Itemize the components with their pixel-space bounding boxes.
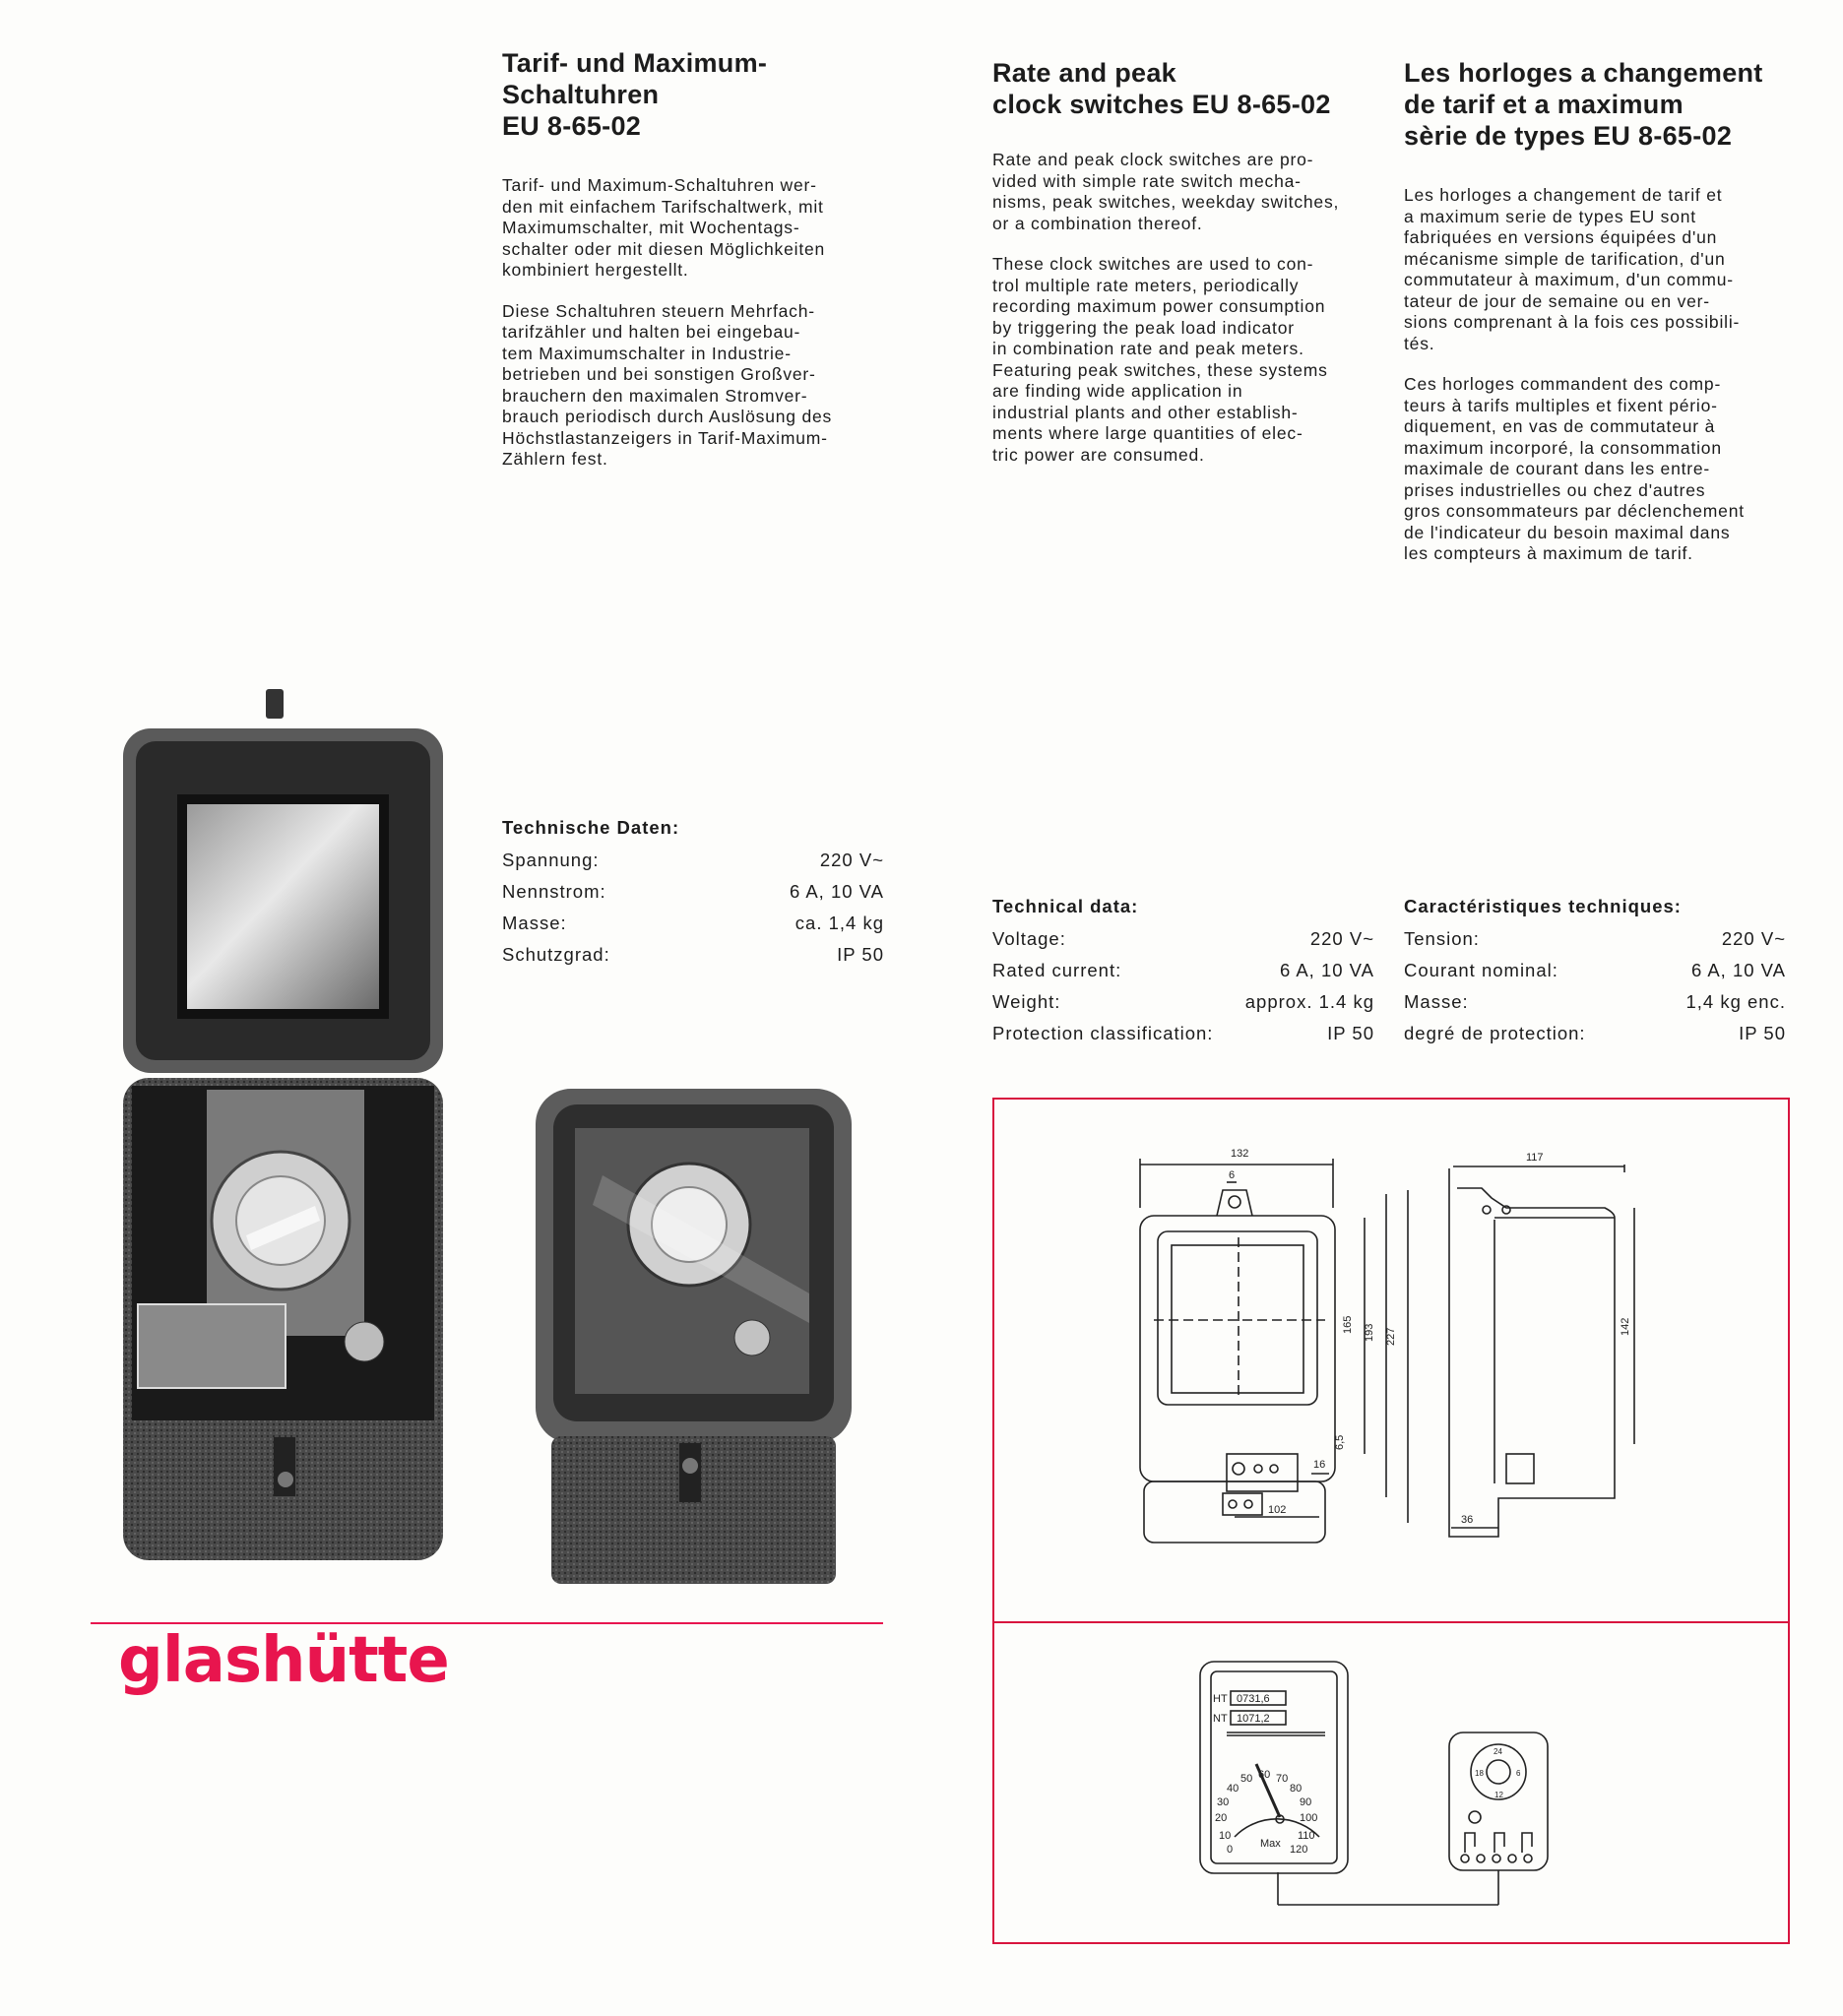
- english-paragraph-1: Rate and peak clock switches are pro- vided with simple rate switch mecha- nisms, peak switches, weekday switches, or a combination thereof.: [992, 150, 1340, 233]
- tech-value: 6 A, 10 VA: [1690, 960, 1786, 980]
- english-tech-data: [992, 896, 1374, 1049]
- clock-label: 6: [1516, 1769, 1521, 1778]
- dimension-labels: [1229, 1148, 1631, 1526]
- tech-row: [1404, 923, 1786, 955]
- english-paragraph-2: These clock switches are used to con- trol multiple rate meters, periodically recording maximum power consumption by triggering the peak load indicator in combination rate and peak meters. Featuring peak switches, these systems are finding wide application in industrial plants and other establish- ments where large quantities of elec- tric power are consumed.: [992, 254, 1328, 465]
- tech-label: Masse:: [1404, 991, 1469, 1012]
- nt-label: NT: [1213, 1713, 1228, 1725]
- tech-row: [992, 955, 1374, 986]
- tech-row: [502, 939, 884, 971]
- clock-label: 24: [1493, 1747, 1502, 1756]
- german-tech-data: [502, 817, 884, 971]
- french-tech-heading: Caractéristiques techniques:: [1404, 896, 1682, 916]
- scale-label: 120: [1290, 1844, 1308, 1856]
- tech-row: [502, 845, 884, 876]
- brand-logo: glashütte: [118, 1624, 449, 1697]
- tech-value: 220 V~: [1721, 928, 1786, 949]
- tech-row: [992, 1018, 1374, 1049]
- german-title-line1: Tarif- und Maximum-: [502, 48, 768, 78]
- tech-label: Protection classification:: [992, 1023, 1214, 1043]
- tech-value: IP 50: [837, 944, 884, 965]
- dim-label: 117: [1526, 1152, 1544, 1164]
- english-title-line2: clock switches EU 8-65-02: [992, 90, 1331, 119]
- german-paragraph-1: Tarif- und Maximum-Schaltuhren wer- den mit einfachem Tarifschaltwerk, mit Maximumschalter, mit Wochentags- schalter oder mit diesen Möglichkeiten kombiniert hergestellt.: [502, 175, 826, 280]
- french-paragraph-2: Ces horloges commandent des comp- teurs à tarifs multiples et fixent pério- diquement, en vas de commutateur à maximum incorporé, la consommation maximale de courant dans les entre- prises industrielles ou chez d'autres gros consommateurs par déclenchement de l'indicateur du besoin maximal dans les compteurs à maximum de tarif.: [1404, 374, 1745, 563]
- german-tech-heading: Technische Daten:: [502, 817, 680, 838]
- dim-label: 227: [1385, 1327, 1397, 1346]
- english-column: [992, 57, 1376, 485]
- closed-clock-switch-photo: [534, 1087, 854, 1587]
- tech-row: [502, 908, 884, 939]
- french-column: [1404, 57, 1798, 585]
- scale-label: 90: [1300, 1796, 1312, 1808]
- scale-label: 60: [1258, 1769, 1271, 1781]
- dim-label: 36: [1461, 1514, 1474, 1526]
- scale-label: 30: [1217, 1796, 1230, 1808]
- tech-value: 6 A, 10 VA: [1279, 960, 1374, 980]
- wiring-diagram: [994, 1624, 1786, 1937]
- french-title-line2: de tarif et a maximum: [1404, 90, 1684, 119]
- tech-label: Spannung:: [502, 850, 600, 870]
- german-title-line2: Schaltuhren: [502, 80, 660, 109]
- dim-label: 142: [1620, 1317, 1631, 1336]
- tech-value: approx. 1.4 kg: [1244, 991, 1374, 1012]
- german-paragraph-2: Diese Schaltuhren steuern Mehrfach- tarifzähler und halten bei eingebau- tem Maximumschalter in Industrie- betrieben und bei sonstigen Großver- brauchern den maximalen Stromver- brauch periodisch durch Auslösung des Höchstlastanzeigers in Tarif-Maximum- Zählern fest.: [502, 300, 833, 469]
- english-title-line1: Rate and peak: [992, 58, 1176, 88]
- tech-label: Voltage:: [992, 928, 1066, 949]
- scale-label: 0: [1227, 1844, 1234, 1856]
- dim-label: 132: [1231, 1148, 1249, 1160]
- dim-label: 16: [1313, 1459, 1326, 1471]
- tech-value: 220 V~: [819, 850, 884, 870]
- tech-label: Courant nominal:: [1404, 960, 1558, 980]
- tech-row: [992, 986, 1374, 1018]
- dim-label: 102: [1268, 1504, 1287, 1516]
- clock-label: 18: [1475, 1769, 1484, 1778]
- scale-label: 110: [1298, 1830, 1315, 1842]
- french-paragraph-1: Les horloges a changement de tarif et a maximum serie de types EU sont fabriquées en versions équipées d'un mécanisme simple de tarification, d'un commutateur à maximum, d'un commu- tateur de jour de semaine ou en ver- sions comprenant à la fois ces possibili- tés.: [1404, 185, 1741, 353]
- dimension-drawing: [994, 1100, 1786, 1621]
- french-tech-data: [1404, 896, 1786, 1049]
- german-column: [502, 47, 876, 490]
- french-title: [1404, 57, 1798, 152]
- french-title-line3: sèrie de types EU 8-65-02: [1404, 121, 1733, 151]
- ht-label: HT: [1213, 1693, 1228, 1705]
- scale-label: 80: [1290, 1783, 1303, 1795]
- dim-label: 6: [1229, 1169, 1236, 1181]
- tech-label: Masse:: [502, 913, 567, 933]
- tech-label: Weight:: [992, 991, 1061, 1012]
- scale-label: 20: [1215, 1812, 1228, 1824]
- scale-label: 10: [1219, 1830, 1232, 1842]
- english-title: [992, 57, 1376, 120]
- clock-label: 12: [1494, 1791, 1503, 1799]
- english-tech-heading: Technical data:: [992, 896, 1139, 916]
- french-title-line1: Les horloges a changement: [1404, 58, 1763, 88]
- german-title: [502, 47, 876, 142]
- open-clock-switch-photo: [118, 684, 448, 1580]
- dim-label: 6,5: [1334, 1434, 1346, 1450]
- tech-row: [992, 923, 1374, 955]
- max-label: Max: [1260, 1838, 1281, 1850]
- tech-row: [1404, 1018, 1786, 1049]
- tech-label: Tension:: [1404, 928, 1480, 949]
- nt-value: 1071,2: [1237, 1713, 1270, 1725]
- tech-label: Schutzgrad:: [502, 944, 610, 965]
- scale-label: 70: [1276, 1773, 1289, 1785]
- german-title-line3: EU 8-65-02: [502, 111, 642, 141]
- dim-label: 165: [1342, 1315, 1354, 1334]
- tech-value: 220 V~: [1309, 928, 1374, 949]
- scale-label: 100: [1300, 1812, 1318, 1824]
- tech-label: Nennstrom:: [502, 881, 606, 902]
- frame-divider: [992, 1621, 1790, 1623]
- tech-label: Rated current:: [992, 960, 1122, 980]
- scale-label: 40: [1227, 1783, 1239, 1795]
- tech-row: [1404, 986, 1786, 1018]
- dim-label: 193: [1364, 1323, 1375, 1342]
- tech-value: IP 50: [1327, 1023, 1374, 1043]
- ht-value: 0731,6: [1237, 1693, 1270, 1705]
- tech-row: [502, 876, 884, 908]
- scale-label: 50: [1240, 1773, 1253, 1785]
- tech-value: ca. 1,4 kg: [794, 913, 884, 933]
- tech-value: 6 A, 10 VA: [789, 881, 884, 902]
- tech-row: [1404, 955, 1786, 986]
- tech-label: degré de protection:: [1404, 1023, 1586, 1043]
- tech-value: IP 50: [1739, 1023, 1786, 1043]
- tech-value: 1,4 kg enc.: [1685, 991, 1786, 1012]
